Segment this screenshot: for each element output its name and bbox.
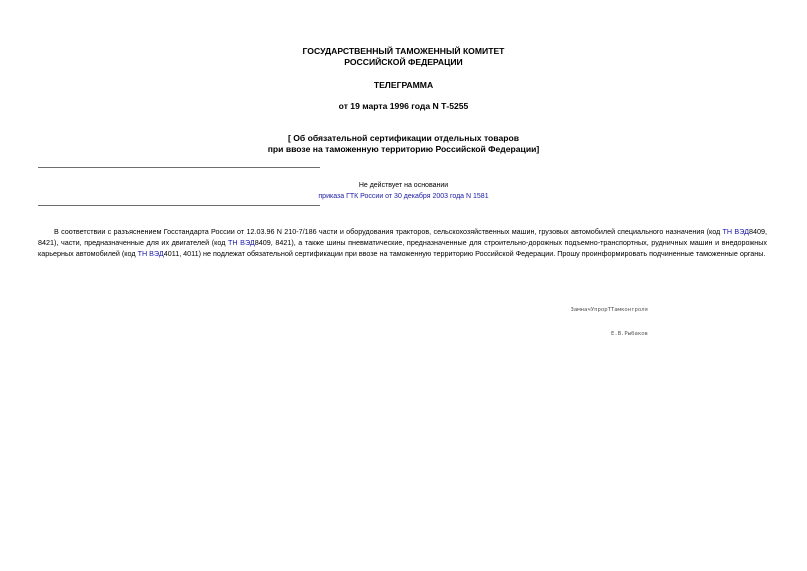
tn-ved-link-3[interactable]: ТН ВЭД [137,248,164,258]
document-date-number: от 19 марта 1996 года N Т-5255 [338,101,469,111]
issuer-line-2: РОССИЙСКОЙ ФЕДЕРАЦИИ [344,57,463,67]
basis-link[interactable]: приказа ГТК России от 30 декабря 2003 года N 1581 [318,193,489,200]
signatory-name: Е.В.Рыбаков [610,331,648,337]
document-subject [0,133,807,155]
tn-ved-link-1[interactable]: ТН ВЭД [722,227,749,236]
signatory-position: ЗамначУпрорТТамконтроля [570,307,648,313]
body-text-2: 8409, 8421), части, предназначенные для их двигателей (код [38,227,767,247]
subject-line-2: при ввозе на таможенную территорию Российской Федерации] [267,144,540,154]
document-type: ТЕЛЕГРАММА [373,80,434,90]
body-text-1: В соответствии с разъяснением Госстандарта России от 12.03.96 N 210-7/186 части и оборудования тракторов, сельскохозяйственных машин, грузовых автомобилей специального назначения (код [54,227,723,236]
subject-line-1: [ Об обязательной сертификации отдельных товаров [287,133,520,143]
body-text-4: 4011, 4011) не подлежат обязательной сертификации при ввозе на таможенную территорию Российской Федерации. Прошу проинформировать подчиненные таможенные органы. [163,248,766,258]
issuer-block [0,46,807,68]
body-text-3: 8409, 8421), а также шины пневматические, предназначенные для строительно-дорожных подъемно-транспортных, рудничных машин и внедорожных карьерных автомобилей (код [38,237,767,258]
status-text: Не действует на основании [358,182,449,189]
divider-bottom [38,205,320,206]
signature-block [528,290,648,346]
status-notice [0,180,807,202]
tn-ved-link-2[interactable]: ТН ВЭД [227,237,255,247]
divider-top [38,167,320,168]
body-paragraph [38,227,767,259]
issuer-line-1: ГОСУДАРСТВЕННЫЙ ТАМОЖЕННЫЙ КОМИТЕТ [302,46,505,56]
